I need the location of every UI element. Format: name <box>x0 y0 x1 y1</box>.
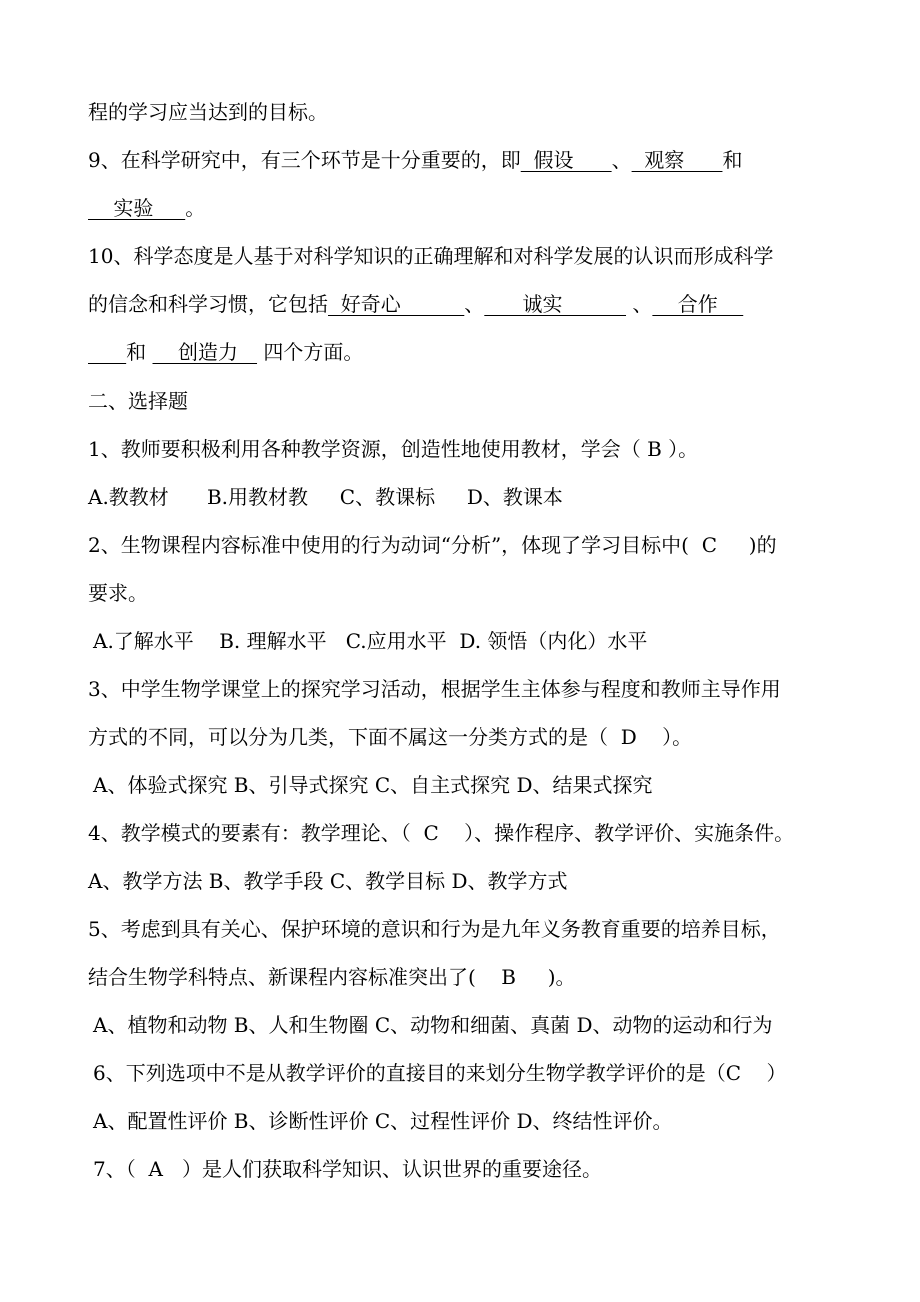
choice-question-4-options: A、教学方法 B、教学手段 C、教学目标 D、教学方式 <box>88 869 568 893</box>
answer-cooperation-tail <box>88 340 126 364</box>
choice-question-7: 7、（ A ）是人们获取科学知识、认识世界的重要途径。 <box>93 1157 602 1181</box>
choice-question-1: 1、教师要积极利用各种教学资源，创造性地使用教材，学会（ B ）。 <box>88 437 699 461</box>
sentence-end: 四个方面。 <box>263 340 364 364</box>
answer-honesty: 诚实 <box>484 292 627 316</box>
answer-hypothesis: 假设 <box>520 148 612 172</box>
separator: 、 <box>626 292 653 316</box>
answer-curiosity: 好奇心 <box>328 292 465 316</box>
choice-question-5: 5、考虑到具有关心、保护环境的意识和行为是九年义务教育重要的培养目标， <box>88 917 781 941</box>
choice-question-2-options: A.了解水平 B. 理解水平 C.应用水平 D. 领悟（内化）水平 <box>93 629 648 653</box>
choice-question-3-options: A、体验式探究 B、引导式探究 C、自主式探究 D、结果式探究 <box>93 773 653 797</box>
answer-observation: 观察 <box>631 148 723 172</box>
conjunction: 和 <box>722 148 743 172</box>
sentence-end: 。 <box>185 196 206 220</box>
conjunction: 和 <box>126 340 147 364</box>
separator: 、 <box>464 292 485 316</box>
text-line-goal-end: 程的学习应当达到的目标。 <box>88 100 328 124</box>
question-10-continued <box>88 289 920 319</box>
section-heading-choice: 二、选择题 <box>88 389 188 413</box>
choice-question-3-continued: 方式的不同，可以分为几类，下面不属这一分类方式的是（ D ）。 <box>88 725 693 749</box>
choice-question-5-options: A、植物和动物 B、人和生物圈 C、动物和细菌、真菌 D、动物的运动和行为 <box>93 1013 773 1037</box>
question-10-text: 的信念和科学习惯，它包括 <box>88 292 328 316</box>
choice-question-6-options: A、配置性评价 B、诊断性评价 C、过程性评价 D、终结性评价。 <box>93 1109 673 1133</box>
choice-question-2-continued: 要求。 <box>88 581 148 605</box>
choice-question-2: 2、生物课程内容标准中使用的行为动词“分析”，体现了学习目标中( C )的 <box>88 533 777 557</box>
question-9-text: 9、在科学研究中，有三个环节是十分重要的，即 <box>88 148 521 172</box>
answer-experiment: 实验 <box>88 196 186 220</box>
choice-question-5-continued: 结合生物学科特点、新课程内容标准突出了( B )。 <box>88 965 576 989</box>
question-10: 10、科学态度是人基于对科学知识的正确理解和对科学发展的认识而形成科学 <box>88 244 774 268</box>
choice-question-3: 3、中学生物学课堂上的探究学习活动，根据学生主体参与程度和教师主导作用 <box>88 677 781 701</box>
question-10-end <box>88 337 920 367</box>
choice-question-1-options: A.教教材 B.用教材教 C、教课标 D、教课本 <box>88 485 563 509</box>
question-9-continued <box>88 193 920 223</box>
answer-cooperation: 合作 <box>652 292 744 316</box>
question-9 <box>88 145 920 175</box>
answer-creativity: 创造力 <box>152 340 258 364</box>
choice-question-6: 6、下列选项中不是从教学评价的直接目的来划分生物学教学评价的是（C ） <box>93 1061 787 1085</box>
choice-question-4: 4、教学模式的要素有：教学理论、（ C ）、操作程序、教学评价、实施条件。 <box>88 821 795 845</box>
separator: 、 <box>611 148 632 172</box>
